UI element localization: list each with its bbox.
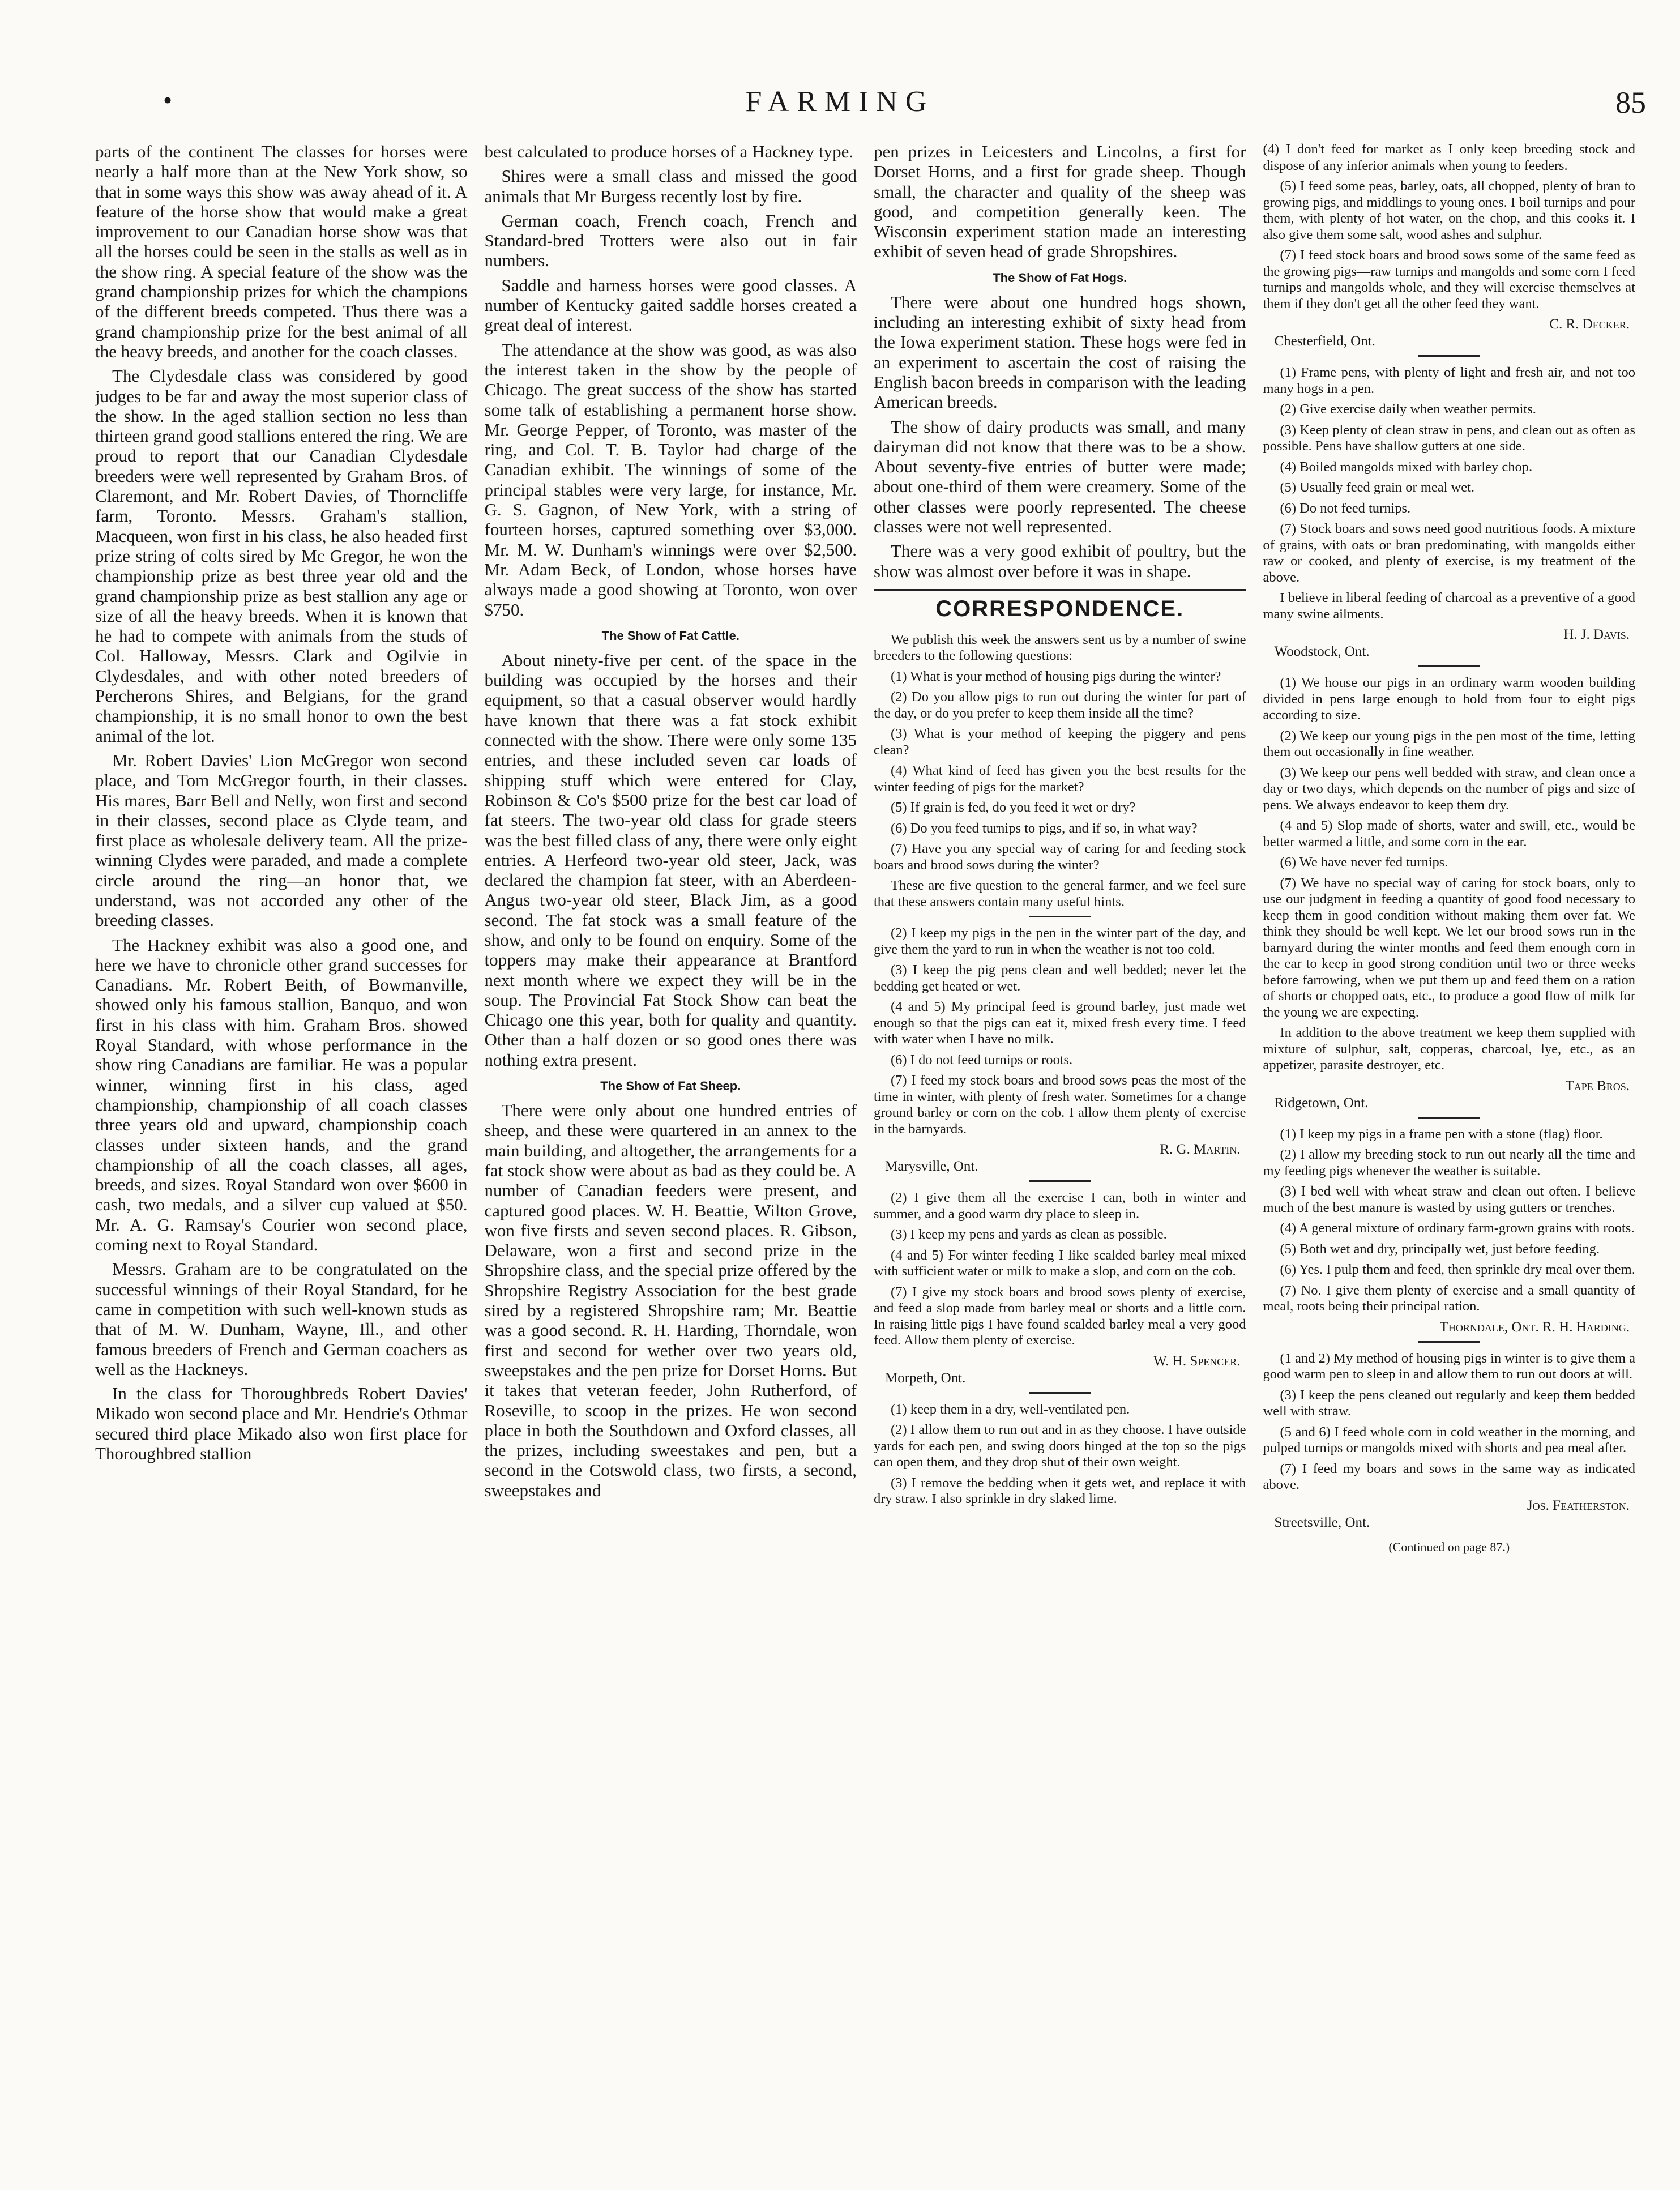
paragraph: parts of the continent The classes for horses were nearly a half more than at the New York show, so that in some ways this show was away ahead of it. A feature of the horse show that would make a great improvement to our Canadian horse show was that all the horses could be seen in the stalls as well as in the show ring. A special feature of the show was the grand championship prizes for which the champions of the different breeds competed. Thus there was a grand championship prize for the best animal of all the heavy breeds, and another for the coach classes. [95, 142, 468, 361]
answer: (5) Usually feed grain or meal wet. [1280, 480, 1475, 495]
answer: (7) We have no special way of caring for stock boars, only to use our judgment in feeding a quantity of good food necessary to keep them in good condition without making them over fat. We think they should be well kept. We let our brood sows run in the barnyard during the winter months and feed them enough corn in the ear to keep in good strong condition until two or three weeks before farrowing, when we put them up and feed them on a ration of shorts or chopped oats, etc., to produce a good flow of milk for the young we are expecting. [1263, 875, 1635, 1020]
section-heading-fat-sheep: The Show of Fat Sheep. [600, 1079, 741, 1094]
answer: (1) I keep my pigs in a frame pen with a stone (flag) floor. [1280, 1126, 1603, 1142]
column-1 [95, 142, 468, 2135]
section-heading-fat-hogs: The Show of Fat Hogs. [993, 270, 1127, 285]
correspondence-letters [874, 632, 1246, 1508]
answer: I believe in liberal feeding of charcoal as a preventive of a good many swine ailments. [1263, 590, 1635, 622]
signature: R. G. Martin. [1160, 1142, 1241, 1158]
letter-divider [1418, 355, 1480, 357]
answer: (7) No. I give them plenty of exercise and a small quantity of meal, roots being their principal ration. [1263, 1282, 1635, 1314]
paragraph: There were about one hundred hogs shown, including an interesting exhibit of sixty head from the Iowa experiment station. These hogs were fed in an experiment to ascertain the cost of raising the English bacon breeds in comparison with the leading American breeds. [874, 292, 1246, 412]
paragraph: The Clydesdale class was considered by good judges to be far and away the most superior class of the show. In the aged stallion section no less than thirteen grand good stallions entered the ring. We are proud to report that our Canadian Clydesdale breeders were well represented by Graham Bros. of Claremont, and Mr. Robert Davies, of Thorncliffe farm, Toronto. Messrs. Graham's stallion, Macqueen, won first in his class, he also headed first prize string of colts sired by Mc Gregor, he won the championship prize as best three year old and the grand championship prize as best stallion any age or size of all the heavy breeds. When it is known that he had to compete with animals from the studs of Col. Halloway, Messrs. Clark and Ogilvie in Clydesdales, and with other noted breeders of Percherons Shires, and Belgians, for the grand championship, it is no small honor to own the best animal of the lot. [95, 366, 468, 746]
answer: (3) I bed well with wheat straw and clean out often. I believe much of the best manure is wasted by using gutters or trenches. [1263, 1184, 1635, 1215]
letter-divider [1029, 1392, 1091, 1394]
place-name: Marysville, Ont. [885, 1159, 978, 1175]
letter-divider [1418, 1341, 1480, 1343]
answer: (5) Both wet and dry, principally wet, just before feeding. [1280, 1241, 1600, 1257]
paragraph: German coach, French coach, French and Standard-bred Trotters were also out in fair numbers. [484, 210, 857, 271]
answer: (1) Frame pens, with plenty of light and fresh air, and not too many hogs in a pen. [1263, 365, 1635, 396]
answer: (4 and 5) Slop made of shorts, water and swill, etc., would be better warmed a little, and some corn in the ear. [1263, 818, 1635, 849]
continued-note: (Continued on page 87.) [1388, 1539, 1510, 1554]
paragraph: These are five question to the general farmer, and we feel sure that these answers contain many useful hints. [874, 878, 1246, 910]
answer: (3) I keep my pens and yards as clean as possible. [891, 1227, 1167, 1243]
paragraph: The attendance at the show was good, as was also the interest taken in the show by the people of Chicago. The great success of the show has started some talk of establishing a permanent horse show. Mr. George Pepper, of Toronto, was master of the ring, and Col. T. B. Taylor had charge of the Canadian exhibit. The winnings of some of the principal stables were very large, for instance, Mr. G. S. Gagnon, of New York, with a string of fourteen horses, captured something over $3,000. Mr. M. W. Dunham's winnings were over $2,500. Mr. Adam Beck, of London, whose horses have always made a good showing at Toronto, won over $750. [484, 339, 857, 620]
paragraph: Saddle and harness horses were good classes. A number of Kentucky gaited saddle horses created a great deal of interest. [484, 275, 857, 335]
page-header [0, 85, 1680, 125]
answer: (3) I keep the pens cleaned out regularly and keep them bedded well with straw. [1263, 1387, 1635, 1419]
answer: (5 and 6) I feed whole corn in cold weather in the morning, and pulped turnips or mangolds mixed with shorts and pea meal after. [1263, 1424, 1635, 1455]
paragraph: Messrs. Graham are to be congratulated on the successful winnings of their Royal Standard, for he came in competition with such well-known studs as that of M. W. Dunham, Wayne, Ill., and other famous breeders of French and German coachers as well as the Hackneys. [95, 1259, 468, 1379]
signature: Jos. Featherston. [1527, 1497, 1630, 1513]
question: (7) Have you any special way of caring for and feeding stock boars and brood sows during the winter? [874, 841, 1246, 873]
answer: (3) We keep our pens well bedded with straw, and clean once a day or two days, which depends on the number of pigs and size of pens. We always endeavor to keep them dry. [1263, 765, 1635, 813]
answer: (5) I feed some peas, barley, oats, all chopped, plenty of bran to growing pigs, and middlings to young ones. I boil turnips and pour them, with plenty of hot water, on the chop, and this cooks it. I also give them some salt, wood ashes and sulphur. [1263, 178, 1635, 242]
signature: Thorndale, Ont. R. H. Harding. [1439, 1319, 1630, 1335]
paragraph: There was a very good exhibit of poultry, but the show was almost over before it was in shape. [874, 541, 1246, 581]
answer: (2) I give them all the exercise I can, both in winter and summer, and a good warm dry place to sleep in. [874, 1190, 1246, 1222]
paragraph: pen prizes in Leicesters and Lincolns, a first for Dorset Horns, and a first for grade sheep. Though small, the character and quality of the sheep was good, and competition generally keen. The Wisconsin experiment station made an interesting exhibit of seven head of grade Shropshires. [874, 142, 1246, 262]
section-heading-fat-cattle: The Show of Fat Cattle. [601, 628, 739, 643]
answer: (7) I feed stock boars and brood sows some of the same feed as the growing pigs—raw turnips and mangolds and some corn I feed turnips and mangolds whole, and they will exercise themselves at them if they don't get all the other feed they want. [1263, 247, 1635, 311]
question: (6) Do you feed turnips to pigs, and if so, in what way? [891, 820, 1198, 836]
answer: (2) We keep our young pigs in the pen most of the time, letting them out occasionally in fine weather. [1263, 728, 1635, 759]
letter-divider [1418, 665, 1480, 667]
question: (3) What is your method of keeping the piggery and pens clean? [874, 726, 1246, 758]
answer: (2) I allow my breeding stock to run out nearly all the time and my feeding pigs whenever the weather is suitable. [1263, 1147, 1635, 1179]
answer: (6) I do not feed turnips or roots. [891, 1052, 1073, 1068]
column-3-articles [874, 142, 1246, 581]
answer: (6) Yes. I pulp them and feed, then sprinkle dry meal over them. [1280, 1262, 1635, 1277]
answer: (3) I remove the bedding when it gets wet, and replace it with dry straw. I also sprinkle in dry slaked lime. [874, 1475, 1246, 1507]
place-name: Ridgetown, Ont. [1274, 1095, 1369, 1111]
place-name: Morpeth, Ont. [885, 1370, 966, 1386]
answer: (7) I feed my boars and sows in the same way as indicated above. [1263, 1461, 1635, 1492]
answer: (4) I don't feed for market as I only keep breeding stock and dispose of any inferior animals when young to feeders. [1263, 142, 1635, 173]
question: (5) If grain is fed, do you feed it wet or dry? [891, 800, 1136, 816]
letter-divider [1418, 1117, 1480, 1119]
answer: (2) I keep my pigs in the pen in the winter part of the day, and give them the yard to run in when the weather is not too cold. [874, 925, 1246, 957]
paragraph: We publish this week the answers sent us by a number of swine breeders to the following questions: [874, 631, 1246, 664]
answer: In addition to the above treatment we keep them supplied with mixture of sulphur, salt, copperas, charcoal, lye, etc., as an appetizer, parasite destroyer, etc. [1263, 1025, 1635, 1073]
paragraph: The Hackney exhibit was also a good one, and here we have to chronicle other grand successes for Canadians. Mr. Robert Beith, of Bowmanville, showed only his famous stallion, Banquo, and won first in his class with him. Graham Bros. showed Royal Standard, with whose performance in the show ring Canadians are familiar. He was a popular winner, winning first in his class, aged championship, championship of all coach classes three years old and upward, championship coach classes under sixteen hands, and the grand championship of all the coach classes, all ages, breeds, and sizes. Royal Standard won over $600 in cash, two medals, and a silver cup valued at $50. Mr. A. G. Ramsay's Courier won second place, coming next to Royal Standard. [95, 934, 468, 1255]
answer: (6) Do not feed turnips. [1280, 500, 1411, 516]
paragraph: About ninety-five per cent. of the space in the building was occupied by the horses and their equipment, so that a casual observer would hardly have known that there was a fat stock exhibit connected with the show. There were only some 135 entries, and these included seven car loads of shipping stuff which were entered for Clay, Robinson & Co's $500 prize for the best car load of fat steers. The two-year old class for grade steers was the best filled class of any, there were only eight entries. A Herfeord two-year old steer, Jack, was declared the champion fat steer, with an Aberdeen-Angus two-year old steer, Black Jim, as a good second. The fat stock was a small feature of the show, and only to be found on enquiry. Some of the toppers may make their appearance at Brantford next month where we expect they will be in the soup. The Provincial Fat Stock Show can beat the Chicago one this year, both for quality and quantity. Other than a half dozen or so good ones there was nothing extra present. [484, 650, 857, 1070]
answer: (4) A general mixture of ordinary farm-grown grains with roots. [1280, 1220, 1635, 1236]
journal-title: FARMING [745, 86, 935, 118]
answer: (3) I keep the pig pens clean and well bedded; never let the bedding get heated or wet. [874, 962, 1246, 994]
answer: (1 and 2) My method of housing pigs in winter is to give them a good warm pen to sleep in and allow them to run out doors at will. [1263, 1350, 1635, 1382]
signature: Tape Bros. [1565, 1078, 1630, 1094]
place-name: Woodstock, Ont. [1274, 644, 1370, 659]
place-name: Chesterfield, Ont. [1274, 334, 1375, 349]
answer: (4 and 5) My principal feed is ground barley, just made wet enough so that the pigs can eat it, mixed fresh every time. I feed with water when I have no milk. [874, 999, 1246, 1047]
section-rule [874, 589, 1246, 591]
paragraph: The show of dairy products was small, and many dairyman did not know that there was to be a show. About seventy-five entries of butter were made; about one-third of them were creamery. Some of the other classes were poorly represented. The cheese classes were not well represented. [874, 416, 1246, 537]
paragraph: Shires were a small class and missed the good animals that Mr Burgess recently lost by fire. [484, 166, 857, 206]
paragraph: best calculated to produce horses of a Hackney type. [484, 142, 854, 161]
question: (1) What is your method of housing pigs during the winter? [891, 668, 1221, 684]
paragraph: There were only about one hundred entries of sheep, and these were quartered in an annex to the main building, and altogether, the arrangements for a fat stock show were about as bad as they could be. A number of Canadian feeders were present, and captured good places. W. H. Beattie, Wilton Grove, won five firsts and seven second places. R. Gibson, Delaware, won a first and second prize in the Shropshire class, and the special prize offered by the Shropshire Registry Association for the best grade sired by a registered Shropshire ram; Mr. Beattie was a good second. R. H. Harding, Thorndale, won first and second for wether over two years old, sweepstakes and the pen prize for Dorset Horns. But it takes that veteran feeder, John Rutherford, of Roseville, to scoop in the prizes. He won second place in both the Southdown and Oxford classes, all the prizes, including sweestakes and pen, but a second in the Cotswold class, two firsts, a second, sweepstakes and [484, 1100, 857, 1500]
paragraph: Mr. Robert Davies' Lion McGregor won second place, and Tom McGregor fourth, in their classes. His mares, Barr Bell and Nelly, won first and second in their classes, second place as Clyde team, and first place as wholesale delivery team. All the prize-winning Clydes were paraded, and made a complete circle around the ring—an honor that, we understand, was not accorded any other of the breeding classes. [95, 750, 468, 930]
answer: (4) Boiled mangolds mixed with barley chop. [1280, 459, 1533, 475]
answer: (2) I allow them to run out and in as they choose. I have outside yards for each pen, and swing doors hinged at the top so the pigs can open them, and they drop shut of their own weight. [874, 1422, 1246, 1470]
answer: (7) Stock boars and sows need good nutritious foods. A mixture of grains, with oats or bran predominating, with mangolds either raw or cooked, and plenty of exercise, is my treatment of the above. [1263, 521, 1635, 585]
page-number: 85 [1615, 86, 1646, 119]
letter-divider [1029, 1180, 1091, 1182]
header-dot: • [163, 86, 173, 114]
answer: (1) We house our pigs in an ordinary warm wooden building divided in pens large enough to hold from four to eight pigs according to size. [1263, 675, 1635, 723]
answer: (3) Keep plenty of clean straw in pens, and clean out as often as possible. Pens have shallow gutters at one side. [1263, 422, 1635, 454]
answer: (7) I give my stock boars and brood sows plenty of exercise, and feed a slop made from barley meal or shorts and a little corn. In raising little pigs I have found scalded barley meal a very good feed. Allow them plenty of exercise. [874, 1284, 1246, 1348]
letter-divider [1029, 916, 1091, 917]
correspondence-heading: CORRESPONDENCE. [935, 596, 1185, 621]
column-3 [874, 142, 1246, 2135]
answer: (6) We have never fed turnips. [1280, 855, 1448, 870]
answer: (7) I feed my stock boars and brood sows peas the most of the time in winter, with plenty of fresh water. Sometimes for a change ground barley or corn on the cob. I allow them plenty of exercise in the barnyards. [874, 1073, 1246, 1137]
answer: (2) Give exercise daily when weather permits. [1280, 402, 1536, 417]
column-4 [1263, 142, 1636, 2135]
article-columns [95, 142, 1635, 2135]
signature: W. H. Spencer. [1153, 1353, 1241, 1369]
place-name: Streetsville, Ont. [1274, 1514, 1370, 1530]
signature: H. J. Davis. [1563, 627, 1630, 642]
column-2 [485, 142, 857, 2135]
signature: C. R. Decker. [1549, 317, 1630, 332]
question: (4) What kind of feed has given you the best results for the winter feeding of pigs for the market? [874, 763, 1246, 795]
answer: (4 and 5) For winter feeding I like scalded barley meal mixed with sufficient water or milk to make a slop, and corn on the cob. [874, 1247, 1246, 1279]
question: (2) Do you allow pigs to run out during the winter for part of the day, or do you prefer to keep them inside all the time? [874, 689, 1246, 721]
answer: (1) keep them in a dry, well-ventilated pen. [891, 1401, 1130, 1417]
paragraph: In the class for Thoroughbreds Robert Davies' Mikado won second place and Mr. Hendrie's Othmar secured third place Mikado also won first place for Thoroughbred stallion [95, 1384, 468, 1463]
